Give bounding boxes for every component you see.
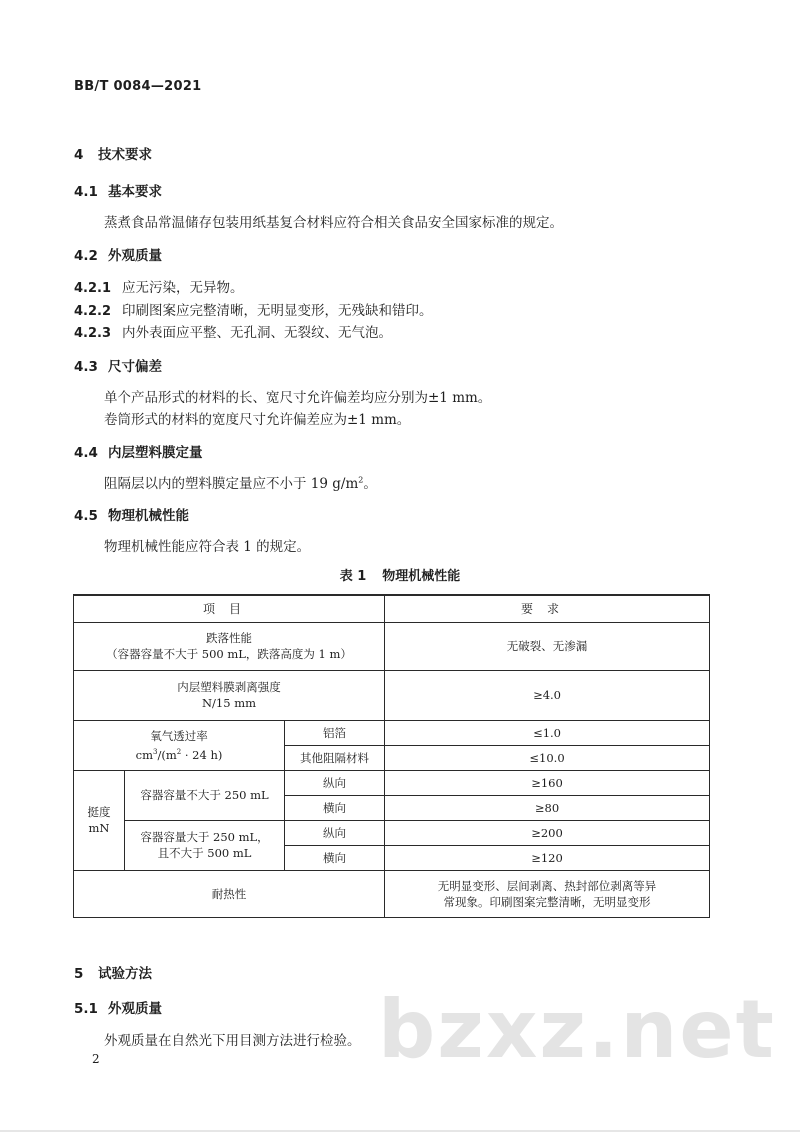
cell-oxygen-other: 其他阻隔材料 — [285, 745, 385, 770]
section-4-heading — [74, 143, 152, 163]
cell-heat-req: 无明显变形、层间剥离、热封部位剥离等异 常现象。印刷图案完整清晰，无明显变形 — [385, 870, 710, 917]
cell-c1-md-req: ≥160 — [385, 770, 710, 795]
cell-drop: 跌落性能 （容器容量不大于 500 mL，跌落高度为 1 m） — [74, 622, 385, 670]
cell-capacity-2: 容器容量大于 250 mL， 且不大于 500 mL — [125, 820, 285, 870]
table-row — [74, 770, 710, 795]
section-5-heading — [74, 962, 152, 982]
table-number: 表 1 — [339, 569, 367, 584]
cell-heat: 耐热性 — [74, 870, 385, 917]
cell-stiffness: 挺度 mN — [74, 770, 125, 870]
clause-number: 4.2.2 — [74, 304, 112, 319]
cell-peel: 内层塑料膜剥离强度 N/15 mm — [74, 670, 385, 720]
section-number: 4.2 — [74, 248, 98, 264]
section-4-5-heading — [74, 504, 189, 524]
section-number: 4.3 — [74, 359, 98, 375]
cell-oxygen-foil: 铝箔 — [285, 720, 385, 745]
clause-text: 印刷图案应完整清晰，无明显变形，无残缺和错印。 — [122, 303, 433, 319]
cell-direction-md: 纵向 — [285, 770, 385, 795]
table-caption — [0, 565, 800, 584]
section-title: 物理机械性能 — [108, 508, 189, 524]
clause-item — [74, 299, 433, 319]
section-title: 基本要求 — [108, 184, 162, 200]
header-requirement: 要求 — [385, 595, 710, 622]
paragraph-mechanical: 物理机械性能应符合表 1 的规定。 — [104, 539, 311, 555]
paragraph-basic-requirements: 蒸煮食品常温储存包装用纸基复合材料应符合相关食品安全国家标准的规定。 — [104, 215, 563, 231]
section-title: 内层塑料膜定量 — [108, 445, 203, 461]
section-title: 试验方法 — [98, 966, 152, 982]
cell-c2-md-req: ≥200 — [385, 820, 710, 845]
cell-oxygen: 氧气透过率 $cm^3/(m^2 \cdot 24$ h) — [74, 720, 285, 770]
cell-peel-req: ≥4.0 — [385, 670, 710, 720]
clause-text: 内外表面应平整、无孔洞、无裂纹、无气泡。 — [122, 325, 392, 341]
table-header-row — [74, 595, 710, 622]
section-4-1-heading — [74, 180, 162, 200]
paragraph-appearance-test: 外观质量在自然光下用目测方法进行检验。 — [104, 1033, 361, 1049]
table-row — [74, 820, 710, 845]
page-number: 2 — [92, 1052, 100, 1066]
section-number: 4.5 — [74, 508, 98, 524]
section-title: 外观质量 — [108, 1001, 162, 1017]
section-4-2-heading — [74, 244, 162, 264]
watermark-text: bzxz.net — [378, 983, 776, 1076]
section-title: 尺寸偏差 — [108, 359, 162, 375]
paragraph-dimension-2: 卷筒形式的材料的宽度尺寸允许偏差应为±1 mm。 — [104, 412, 411, 428]
page-bottom-edge — [0, 1130, 800, 1132]
clause-item — [74, 276, 244, 296]
cell-drop-req: 无破裂、无渗漏 — [385, 622, 710, 670]
section-number: 5.1 — [74, 1001, 98, 1017]
clause-number: 4.2.1 — [74, 281, 112, 296]
section-title: 技术要求 — [98, 147, 152, 163]
cell-c2-cd-req: ≥120 — [385, 845, 710, 870]
clause-item — [74, 321, 392, 341]
section-title: 外观质量 — [108, 248, 162, 264]
table-row — [74, 870, 710, 917]
cell-direction-cd: 横向 — [285, 845, 385, 870]
clause-number: 4.2.3 — [74, 326, 112, 341]
cell-direction-cd: 横向 — [285, 795, 385, 820]
section-number: 4.4 — [74, 445, 98, 461]
clause-text: 应无污染，无异物。 — [122, 280, 244, 296]
header-item: 项目 — [74, 595, 385, 622]
cell-capacity-1: 容器容量不大于 250 mL — [125, 770, 285, 820]
paragraph-film-grammage: 阻隔层以内的塑料膜定量应不小于 19 $g/m^2$。 — [104, 475, 377, 492]
section-4-3-heading — [74, 355, 162, 375]
section-number: 5 — [74, 966, 84, 982]
table-row — [74, 670, 710, 720]
paragraph-dimension-1: 单个产品形式的材料的长、宽尺寸允许偏差均应分别为±1 mm。 — [104, 390, 492, 406]
mechanical-properties-table — [73, 594, 710, 918]
cell-c1-cd-req: ≥80 — [385, 795, 710, 820]
table-row — [74, 720, 710, 745]
standard-code: BB/T 0084—2021 — [74, 79, 202, 94]
section-5-1-heading — [74, 997, 162, 1017]
cell-direction-md: 纵向 — [285, 820, 385, 845]
section-number: 4.1 — [74, 184, 98, 200]
table-title: 物理机械性能 — [382, 569, 461, 584]
cell-oxygen-other-req: ≤10.0 — [385, 745, 710, 770]
section-number: 4 — [74, 147, 84, 163]
table-row — [74, 622, 710, 670]
section-4-4-heading — [74, 441, 203, 461]
cell-oxygen-foil-req: ≤1.0 — [385, 720, 710, 745]
